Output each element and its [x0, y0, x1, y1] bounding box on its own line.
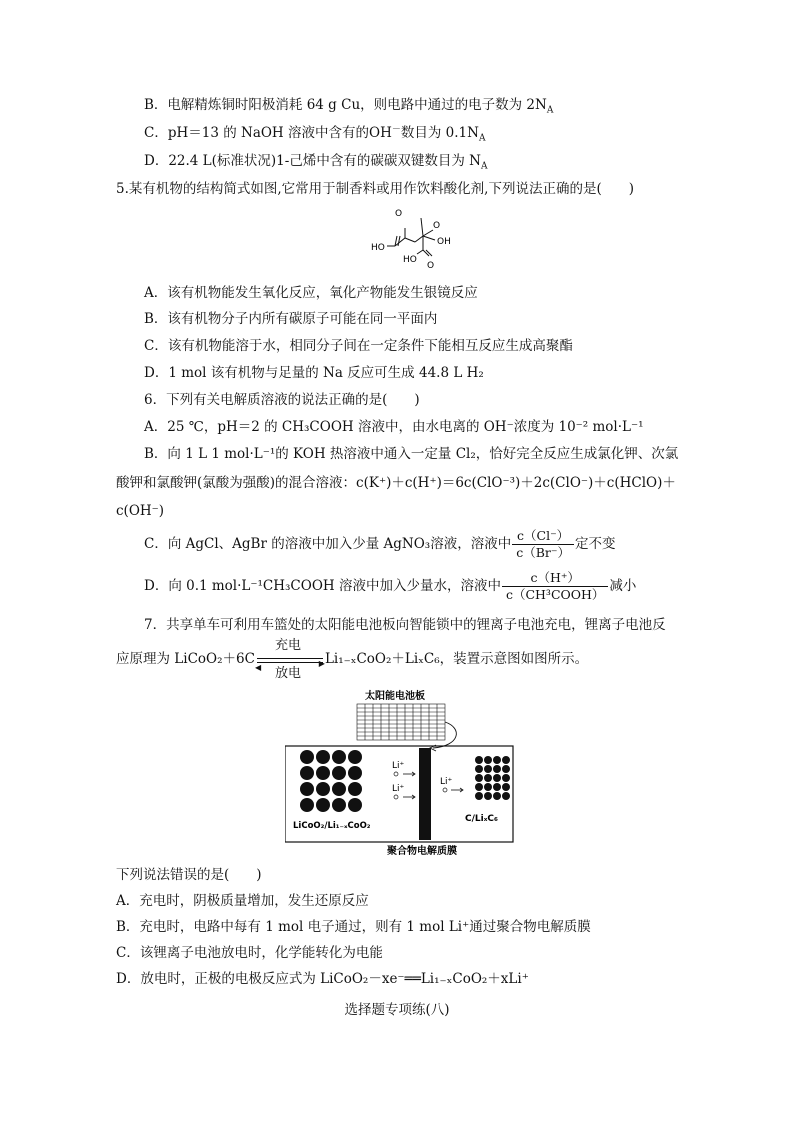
left-electrode-particles: [300, 750, 362, 812]
q6-option-d: D．向 0.1 mol·L⁻¹CH₃COOH 溶液中加入少量水，溶液中 $\frac{c(H^+)}{\text{c（CH³COOH）}}$ 减小: [144, 570, 637, 602]
q6-option-d-fraction: $\frac{c(H^+)}{\text{c（CH³COOH）}}$: [502, 570, 608, 603]
right-electrode-label: C/LiₓC₆: [465, 814, 498, 824]
section-footer: 选择题专项练(八): [344, 1002, 450, 1018]
struct-label-ho2: HO: [403, 255, 417, 265]
q6-option-a: A．25 ℃，pH＝2 的 CH₃COOH 溶液中，由水电离的 OH⁻浓度为 10⁻² mol·L⁻¹: [144, 419, 644, 435]
electrolyte-membrane: [419, 748, 431, 840]
q6-option-b-line1: B．向 1 L 1 mol·L⁻¹的 KOH 热溶液中通入一定量 Cl₂，恰好完全反应生成氯化钾、次氯: [144, 446, 679, 462]
q7-option-b: B．充电时，电路中每有 1 mol 电子通过，则有 1 mol Li⁺通过聚合物电解质膜: [116, 919, 591, 935]
q4-option-b: B．电解精炼铜时阳极消耗 64 g Cu，则电路中通过的电子数为 $2N_A$: [144, 97, 554, 116]
ion-label-1: Li⁺: [392, 761, 405, 771]
membrane-label: 聚合物电解质膜: [387, 846, 457, 857]
q5-option-b: B．该有机物分子内所有碳原子可能在同一平面内: [144, 311, 438, 327]
q7-question: 下列说法错误的是( ): [116, 867, 262, 883]
citric-acid-structure: [365, 202, 461, 276]
solar-wire: [433, 722, 456, 748]
right-electrode-particles: [475, 756, 510, 800]
solar-panel-label: 太阳能电池板: [365, 691, 425, 702]
q6-option-b-line3: c(OH⁻): [116, 503, 165, 519]
q5-option-a: A．该有机物能发生氧化反应，氧化产物能发生银镜反应: [144, 285, 478, 301]
q5-option-c: C．该有机物能溶于水，相同分子间在一定条件下能相互反应生成高聚酯: [144, 338, 573, 354]
q7-option-d: D．放电时，正极的电极反应式为 LiCoO₂－xe⁻══Li₁₋ₓCoO₂＋xLi⁺: [116, 971, 529, 987]
q7-stem-line1: 7．共享单车可利用车篮处的太阳能电池板向智能锁中的锂离子电池充电，锂离子电池反: [144, 617, 666, 633]
struct-label-ho1: HO: [371, 243, 385, 253]
q4-option-c: C．pH＝13 的 NaOH 溶液中含有的OH－数目为 $0.1N_A$: [144, 124, 486, 144]
struct-label-o3: O: [427, 261, 435, 271]
struct-label-o2: O: [433, 221, 441, 231]
q5-stem: 5.某有机物的结构简式如图,它常用于制香料或用作饮料酸化剂,下列说法正确的是( ): [116, 181, 634, 197]
left-electrode-label: LiCoO₂/Li₁₋ₓCoO₂: [293, 821, 371, 831]
q7-stem-line2: 应原理为 LiCoO₂＋6C 充电 ▶ ◀ 放电 Li₁₋ₓCoO₂＋LiₓC₆，装置示意图如图所示。: [116, 637, 589, 681]
reaction-arrow: 充电 ▶ ◀ 放电: [254, 637, 325, 681]
q6-option-c-fraction: $\frac{c(Cl^-)}{c(Br^-)}$: [512, 528, 574, 561]
q7-option-a: A．充电时，阴极质量增加，发生还原反应: [116, 893, 369, 909]
q5-option-d: D．1 mol 该有机物与足量的 Na 反应可生成 44.8 L H₂: [144, 365, 484, 381]
solar-panel: [357, 704, 445, 740]
q6-stem: 6．下列有关电解质溶液的说法正确的是( ): [144, 392, 420, 408]
q7-option-c: C．该锂离子电池放电时，化学能转化为电能: [116, 945, 383, 961]
ion-label-3: Li⁺: [440, 777, 453, 787]
q6-option-b-line2: 酸钾和氯酸钾(氯酸为强酸)的混合溶液：c(K⁺)＋c(H⁺)＝6c(ClO⁻³)＋2c(ClO⁻)＋c(HClO)＋: [116, 475, 676, 491]
battery-diagram: [285, 688, 515, 858]
q6-option-c: C．向 AgCl、AgBr 的溶液中加入少量 AgNO₃溶液，溶液中 $\frac{c(Cl^-)}{c(Br^-)}$ 定不变: [144, 528, 616, 560]
q4-option-d: D．22.4 L(标准状况)1-己烯中含有的碳碳双键数目为 $N_A$: [144, 153, 488, 172]
struct-label-o1: O: [395, 209, 403, 219]
ion-label-2: Li⁺: [392, 784, 405, 794]
struct-label-oh: OH: [437, 237, 451, 247]
